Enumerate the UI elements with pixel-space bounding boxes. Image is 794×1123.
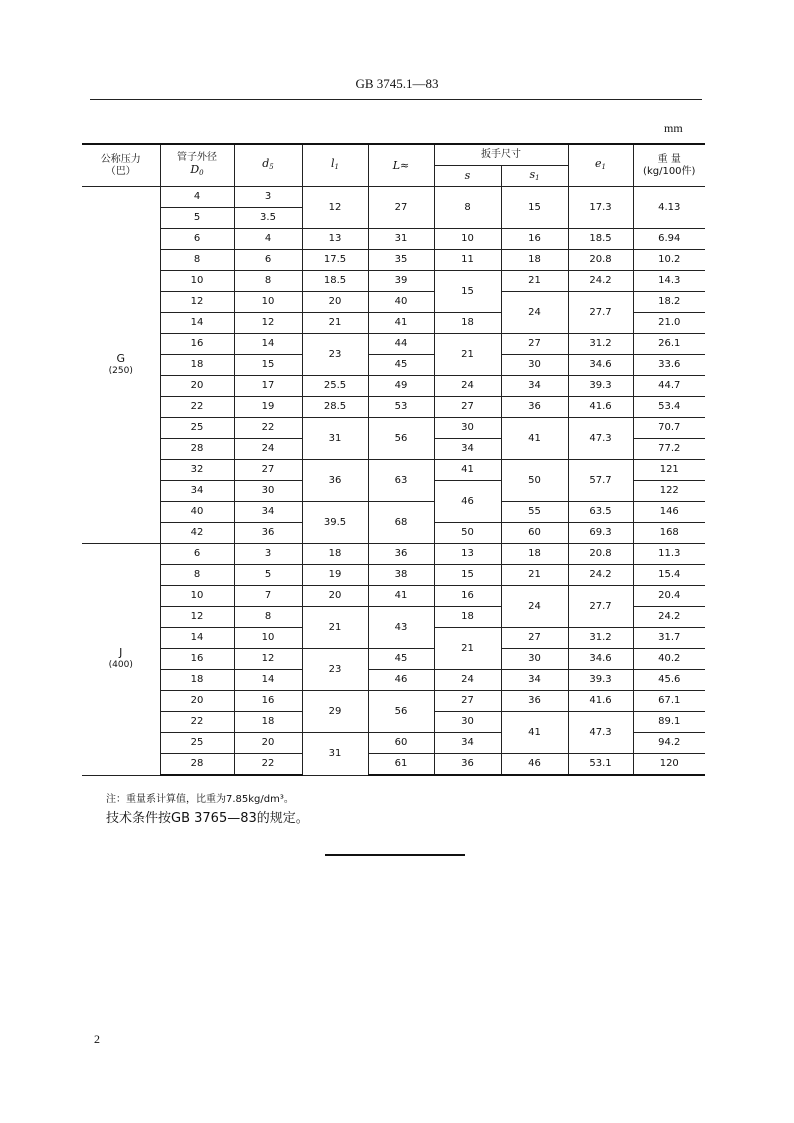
table-row (82, 502, 705, 523)
table-row (82, 271, 705, 292)
table-row (82, 397, 705, 418)
cell-d0: 8 (160, 565, 234, 586)
cell-d0: 4 (160, 187, 234, 208)
cell-d5: 3 (234, 544, 302, 565)
cell-e1: 27.7 (568, 292, 633, 334)
cell-d5: 3.5 (234, 208, 302, 229)
cell-s1: 24 (501, 586, 568, 628)
cell-weight: 120 (633, 754, 705, 776)
cell-d0: 34 (160, 481, 234, 502)
cell-weight: 122 (633, 481, 705, 502)
cell-d5: 10 (234, 292, 302, 313)
cell-d0: 10 (160, 271, 234, 292)
table-row (82, 565, 705, 586)
cell-weight: 146 (633, 502, 705, 523)
cell-e1: 47.3 (568, 418, 633, 460)
cell-L: 40 (368, 292, 434, 313)
cell-weight: 94.2 (633, 733, 705, 754)
cell-s1: 18 (501, 250, 568, 271)
cell-weight: 21.0 (633, 313, 705, 334)
cell-l1: 29 (302, 691, 368, 733)
cell-L: 63 (368, 460, 434, 502)
table-row (82, 544, 705, 565)
table-note: 注：重量系计算值，比重为7.85kg/dm³。 (106, 794, 294, 805)
s1-header: $s_1$ (501, 166, 568, 187)
cell-weight: 10.2 (633, 250, 705, 271)
pressure-header (82, 144, 160, 187)
end-rule (325, 854, 465, 856)
cell-e1: 34.6 (568, 649, 633, 670)
weight-header-unit: (kg/100件) (643, 165, 696, 177)
cell-e1: 34.6 (568, 355, 633, 376)
cell-s: 46 (434, 481, 501, 523)
cell-weight: 44.7 (633, 376, 705, 397)
cell-e1: 20.8 (568, 250, 633, 271)
cell-l1: 20 (302, 586, 368, 607)
cell-e1: 24.2 (568, 271, 633, 292)
cell-weight: 33.6 (633, 355, 705, 376)
standard-code-header: GB 3745.1—83 (355, 76, 439, 91)
cell-d0: 18 (160, 355, 234, 376)
cell-weight: 14.3 (633, 271, 705, 292)
cell-s1: 30 (501, 355, 568, 376)
cell-d0: 20 (160, 376, 234, 397)
cell-s: 21 (434, 628, 501, 670)
cell-s: 24 (434, 376, 501, 397)
wrench-size-header: 扳手尺寸 (434, 144, 568, 166)
cell-l1: 21 (302, 313, 368, 334)
cell-d5: 30 (234, 481, 302, 502)
cell-d0: 25 (160, 418, 234, 439)
cell-s1: 46 (501, 754, 568, 776)
group-j-pressure: (400) (108, 660, 133, 671)
cell-L: 53 (368, 397, 434, 418)
s-header: s (434, 166, 501, 187)
cell-d5: 34 (234, 502, 302, 523)
cell-d0: 22 (160, 712, 234, 733)
cell-s: 16 (434, 586, 501, 607)
cell-L: 49 (368, 376, 434, 397)
cell-s1: 36 (501, 397, 568, 418)
cell-s: 11 (434, 250, 501, 271)
pressure-header-unit: （巴） (105, 165, 136, 177)
cell-L: 43 (368, 607, 434, 649)
cell-L: 38 (368, 565, 434, 586)
table-row (82, 187, 705, 208)
cell-d0: 16 (160, 649, 234, 670)
cell-e1: 53.1 (568, 754, 633, 776)
cell-weight: 11.3 (633, 544, 705, 565)
cell-e1: 24.2 (568, 565, 633, 586)
cell-d5: 8 (234, 271, 302, 292)
cell-e1: 18.5 (568, 229, 633, 250)
cell-s: 10 (434, 229, 501, 250)
e1-header: $e_1$ (568, 144, 633, 187)
table-row (82, 292, 705, 313)
cell-e1: 27.7 (568, 586, 633, 628)
table-row (82, 376, 705, 397)
cell-weight: 31.7 (633, 628, 705, 649)
cell-s: 34 (434, 733, 501, 754)
group-g-label: G (116, 352, 126, 365)
cell-weight: 121 (633, 460, 705, 481)
cell-l1: 21 (302, 607, 368, 649)
cell-e1: 63.5 (568, 502, 633, 523)
cell-l1: 28.5 (302, 397, 368, 418)
cell-L: 61 (368, 754, 434, 776)
cell-e1: 57.7 (568, 460, 633, 502)
table-row (82, 691, 705, 712)
cell-d0: 22 (160, 397, 234, 418)
cell-d0: 25 (160, 733, 234, 754)
specification-table (82, 143, 705, 776)
cell-weight: 18.2 (633, 292, 705, 313)
cell-s1: 24 (501, 292, 568, 334)
cell-s: 27 (434, 691, 501, 712)
cell-L: 46 (368, 670, 434, 691)
cell-l1: 23 (302, 649, 368, 691)
cell-L: 31 (368, 229, 434, 250)
cell-s: 36 (434, 754, 501, 776)
cell-d0: 6 (160, 544, 234, 565)
cell-weight: 53.4 (633, 397, 705, 418)
cell-d5: 17 (234, 376, 302, 397)
cell-s1: 55 (501, 502, 568, 523)
cell-d5: 3 (234, 187, 302, 208)
cell-d5: 19 (234, 397, 302, 418)
table-row (82, 754, 705, 776)
table-row (82, 334, 705, 355)
cell-l1: 31 (302, 418, 368, 460)
cell-d0: 32 (160, 460, 234, 481)
cell-s1: 41 (501, 712, 568, 754)
group-g-cell (82, 187, 160, 544)
cell-s: 30 (434, 418, 501, 439)
cell-weight: 45.6 (633, 670, 705, 691)
cell-s: 34 (434, 439, 501, 460)
cell-d0: 6 (160, 229, 234, 250)
cell-d0: 28 (160, 754, 234, 776)
cell-s1: 34 (501, 376, 568, 397)
table-row (82, 670, 705, 691)
cell-l1: 36 (302, 460, 368, 502)
cell-d5: 7 (234, 586, 302, 607)
cell-s1: 21 (501, 271, 568, 292)
cell-weight: 168 (633, 523, 705, 544)
cell-L: 39 (368, 271, 434, 292)
cell-e1: 39.3 (568, 376, 633, 397)
cell-d5: 16 (234, 691, 302, 712)
table-row (82, 229, 705, 250)
cell-e1: 31.2 (568, 628, 633, 649)
cell-s1: 18 (501, 544, 568, 565)
cell-s: 41 (434, 460, 501, 481)
group-j-cell (82, 544, 160, 776)
cell-d5: 15 (234, 355, 302, 376)
cell-l1: 19 (302, 565, 368, 586)
cell-d5: 5 (234, 565, 302, 586)
cell-s1: 34 (501, 670, 568, 691)
cell-L: 56 (368, 691, 434, 733)
cell-s1: 60 (501, 523, 568, 544)
cell-weight: 15.4 (633, 565, 705, 586)
cell-e1: 31.2 (568, 334, 633, 355)
cell-d5: 12 (234, 313, 302, 334)
cell-d0: 14 (160, 313, 234, 334)
cell-L: 56 (368, 418, 434, 460)
cell-l1: 20 (302, 292, 368, 313)
cell-l1: 18 (302, 544, 368, 565)
cell-s1: 36 (501, 691, 568, 712)
group-j-label: J (119, 646, 123, 660)
group-g-pressure: (250) (108, 366, 133, 376)
cell-d5: 18 (234, 712, 302, 733)
cell-d0: 8 (160, 250, 234, 271)
cell-l1: 13 (302, 229, 368, 250)
cell-s: 18 (434, 607, 501, 628)
cell-d5: 20 (234, 733, 302, 754)
outer-diameter-header-title: 管子外径 (177, 152, 217, 163)
cell-d5: 14 (234, 334, 302, 355)
cell-d5: 8 (234, 607, 302, 628)
cell-d5: 22 (234, 418, 302, 439)
cell-weight: 20.4 (633, 586, 705, 607)
cell-weight: 77.2 (633, 439, 705, 460)
outer-diameter-header (160, 144, 234, 187)
cell-d0: 5 (160, 208, 234, 229)
cell-e1: 20.8 (568, 544, 633, 565)
pressure-header-title: 公称压力 (100, 153, 141, 165)
cell-d0: 12 (160, 292, 234, 313)
cell-s1: 27 (501, 334, 568, 355)
weight-header-title: 重 量 (657, 153, 681, 165)
cell-s1: 16 (501, 229, 568, 250)
cell-l1: 25.5 (302, 376, 368, 397)
cell-e1: 41.6 (568, 397, 633, 418)
unit-label: mm (664, 121, 683, 135)
cell-l1: 18.5 (302, 271, 368, 292)
table-row (82, 649, 705, 670)
cell-s: 30 (434, 712, 501, 733)
cell-d0: 16 (160, 334, 234, 355)
cell-weight: 6.94 (633, 229, 705, 250)
cell-d5: 14 (234, 670, 302, 691)
cell-L: 41 (368, 586, 434, 607)
cell-d0: 18 (160, 670, 234, 691)
cell-d0: 20 (160, 691, 234, 712)
cell-L: 60 (368, 733, 434, 754)
cell-weight: 70.7 (633, 418, 705, 439)
l1-header: $l_1$ (302, 144, 368, 187)
table-row (82, 355, 705, 376)
cell-s1: 21 (501, 565, 568, 586)
cell-s1: 50 (501, 460, 568, 502)
cell-d5: 22 (234, 754, 302, 776)
cell-s: 13 (434, 544, 501, 565)
cell-d5: 12 (234, 649, 302, 670)
cell-weight: 24.2 (633, 607, 705, 628)
cell-e1: 41.6 (568, 691, 633, 712)
cell-s1: 41 (501, 418, 568, 460)
cell-L: 27 (368, 187, 434, 229)
cell-weight: 4.13 (633, 187, 705, 229)
d5-header: $d_5$ (234, 144, 302, 187)
cell-s1: 30 (501, 649, 568, 670)
cell-l1: 23 (302, 334, 368, 376)
cell-l1: 31 (302, 733, 368, 776)
outer-diameter-header-symbol: $D_0$ (190, 163, 204, 177)
cell-e1: 69.3 (568, 523, 633, 544)
cell-d5: 10 (234, 628, 302, 649)
cell-e1: 17.3 (568, 187, 633, 229)
cell-d5: 27 (234, 460, 302, 481)
table-row (82, 250, 705, 271)
technical-condition-text: 技术条件按GB 3765—83的规定。 (106, 811, 309, 826)
cell-s: 21 (434, 334, 501, 376)
cell-s1: 27 (501, 628, 568, 649)
weight-header (633, 144, 705, 187)
cell-s: 50 (434, 523, 501, 544)
cell-s: 24 (434, 670, 501, 691)
cell-e1: 39.3 (568, 670, 633, 691)
cell-l1: 12 (302, 187, 368, 229)
cell-s: 27 (434, 397, 501, 418)
cell-L: 35 (368, 250, 434, 271)
header-rule (90, 99, 702, 100)
cell-s: 15 (434, 271, 501, 313)
cell-weight: 40.2 (633, 649, 705, 670)
cell-L: 36 (368, 544, 434, 565)
cell-d0: 14 (160, 628, 234, 649)
cell-d0: 12 (160, 607, 234, 628)
cell-d5: 36 (234, 523, 302, 544)
cell-s: 15 (434, 565, 501, 586)
L-header: L≈ (368, 144, 434, 187)
cell-l1: 39.5 (302, 502, 368, 544)
cell-weight: 89.1 (633, 712, 705, 733)
cell-L: 68 (368, 502, 434, 544)
cell-L: 45 (368, 355, 434, 376)
cell-d0: 40 (160, 502, 234, 523)
cell-s1: 15 (501, 187, 568, 229)
cell-d0: 28 (160, 439, 234, 460)
cell-L: 41 (368, 313, 434, 334)
cell-d0: 10 (160, 586, 234, 607)
cell-d5: 6 (234, 250, 302, 271)
table-row (82, 460, 705, 481)
table-row (82, 418, 705, 439)
cell-l1: 17.5 (302, 250, 368, 271)
cell-s: 18 (434, 313, 501, 334)
cell-weight: 26.1 (633, 334, 705, 355)
cell-weight: 67.1 (633, 691, 705, 712)
cell-L: 44 (368, 334, 434, 355)
cell-e1: 47.3 (568, 712, 633, 754)
cell-s: 8 (434, 187, 501, 229)
cell-d5: 24 (234, 439, 302, 460)
cell-d5: 4 (234, 229, 302, 250)
cell-L: 45 (368, 649, 434, 670)
table-row (82, 586, 705, 607)
cell-d0: 42 (160, 523, 234, 544)
page-number: 2 (94, 1032, 100, 1046)
